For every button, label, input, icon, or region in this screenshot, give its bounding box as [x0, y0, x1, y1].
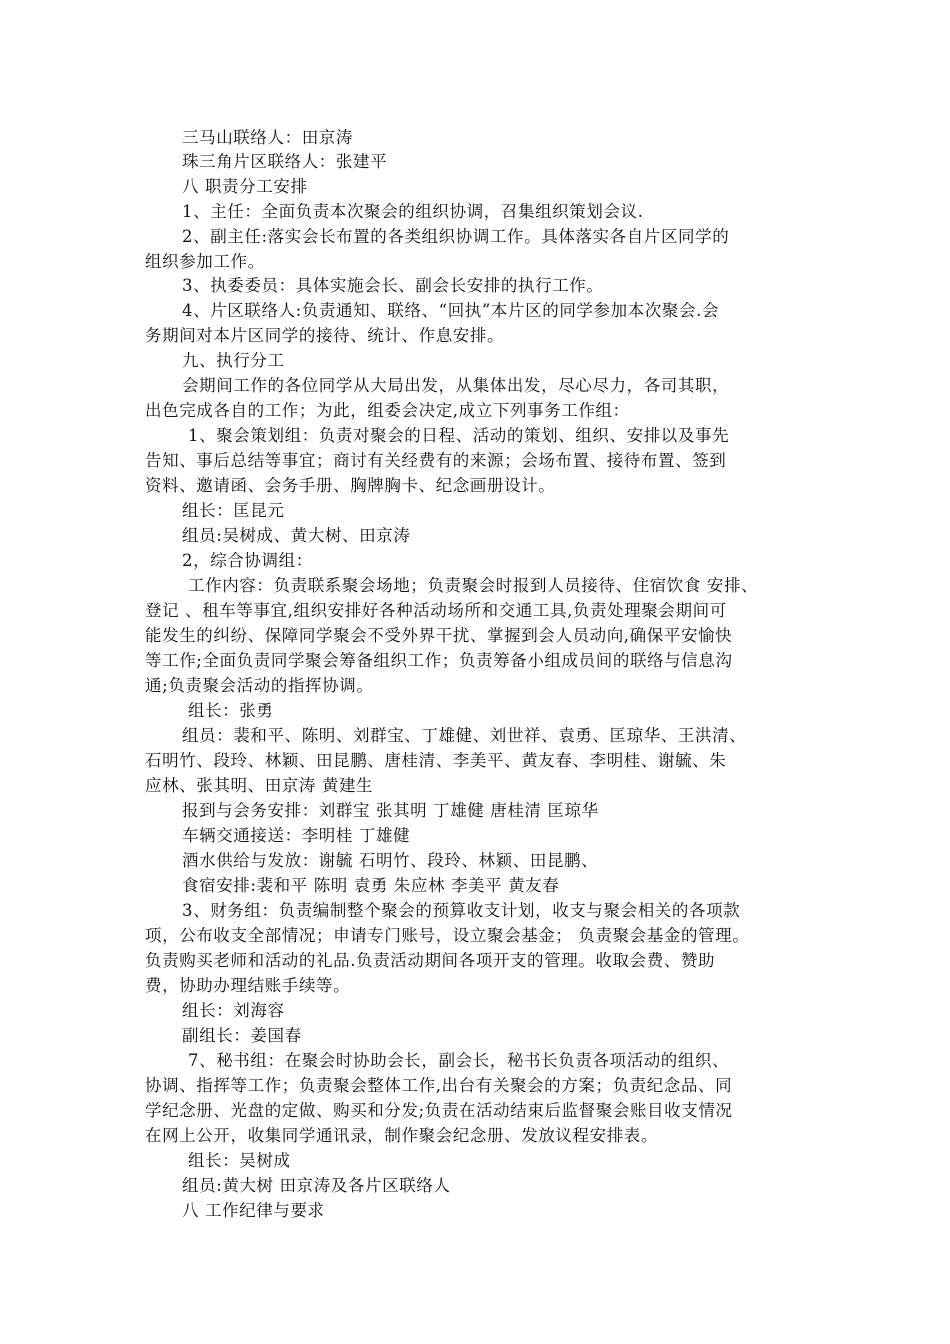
text-line: 4、片区联络人:负责通知、联络、“回执”本片区的同学参加本次聚会.会: [182, 301, 720, 320]
text-line: 能发生的纠纷、保障同学聚会不受外界干扰、掌握到会人员动向,确保平安愉快: [145, 626, 733, 645]
text-line: 2，综合协调组：: [182, 551, 313, 570]
text-line: 组织参加工作。: [145, 252, 265, 271]
text-line: 应林、张其明、田京涛 黄建生: [145, 776, 374, 795]
text-line: 1、聚会策划组：负责对聚会的日程、活动的策划、组织、安排以及事先: [188, 426, 730, 445]
text-line: 组员:吴树成、黄大树、田京涛: [182, 526, 411, 545]
text-line: 车辆交通接送：李明桂 丁雄健: [182, 826, 411, 845]
text-line: 组长：刘海容: [182, 1001, 285, 1020]
text-line: 2、副主任:落实会长布置的各类组织协调工作。具体落实各自片区同学的: [182, 227, 730, 246]
text-line: 7、秘书组：在聚会时协助会长，副会长，秘书长负责各项活动的组织、: [188, 1051, 730, 1070]
text-line: 组长：匡昆元: [182, 501, 285, 520]
text-line: 石明竹、段玲、林颖、田昆鹏、唐桂清、李美平、黄友春、李明桂、谢毓、朱: [145, 751, 727, 770]
section-heading: 八 职责分工安排: [182, 177, 308, 196]
text-line: 1、主任：全面负责本次聚会的组织协调，召集组织策划会议.: [182, 202, 644, 221]
text-line: 会期间工作的各位同学从大局出发，从集体出发，尽心尽力，各司其职，: [182, 376, 730, 395]
text-line: 副组长：姜国春: [182, 1026, 302, 1045]
text-line: 3、执委委员：具体实施会长、副会长安排的执行工作。: [182, 276, 604, 295]
text-line: 协调、指挥等工作；负责聚会整体工作,出台有关聚会的方案；负责纪念品、同: [145, 1076, 733, 1095]
text-line: 学纪念册、光盘的定做、购买和分发;负责在活动结束后监督聚会账目收支情况: [145, 1101, 733, 1120]
text-line: 酒水供给与发放：谢毓 石明竹、段玲、林颖、田昆鹏、: [182, 851, 599, 870]
text-line: 出色完成各自的工作；为此，组委会决定,成立下列事务工作组：: [145, 401, 630, 420]
text-line: 登记 、租车等事宜,组织安排好各种活动场所和交通工具,负责处理聚会期间可: [145, 601, 727, 620]
text-line: 等工作;全面负责同学聚会筹备组织工作；负责筹备小组成员间的联络与信息沟: [145, 651, 733, 670]
text-line: 资料、邀请函、会务手册、胸牌胸卡、纪念画册设计。: [145, 476, 556, 495]
text-line: 组员：裴和平、陈明、刘群宝、丁雄健、刘世祥、袁勇、匡琼华、王洪清、: [182, 726, 747, 745]
text-line: 费，协助办理结账手续等。: [145, 976, 351, 995]
text-line: 组长：吴树成: [188, 1151, 291, 1170]
text-line: 通;负责聚会活动的指挥协调。: [145, 676, 374, 695]
section-heading: 八 工作纪律与要求: [182, 1201, 325, 1220]
text-line: 告知、事后总结等事宜；商讨有关经费有的来源；会场布置、接待布置、签到: [145, 451, 727, 470]
text-line: 食宿安排:裴和平 陈明 袁勇 朱应林 李美平 黄友春: [182, 876, 560, 895]
text-line: 3、财务组：负责编制整个聚会的预算收支计划，收支与聚会相关的各项款: [182, 901, 741, 920]
text-line: 在网上公开，收集同学通讯录，制作聚会纪念册、发放议程安排表。: [145, 1126, 658, 1145]
text-line: 珠三角片区联络人：张建平: [182, 152, 388, 171]
text-line: 工作内容：负责联系聚会场地；负责聚会时报到人员接待、住宿饮食 安排、: [188, 576, 759, 595]
text-line: 三马山联络人：田京涛: [182, 128, 353, 147]
text-line: 报到与会务安排：刘群宝 张其明 丁雄健 唐桂清 匡琼华: [182, 801, 599, 820]
text-line: 组员:黄大树 田京涛及各片区联络人: [182, 1176, 451, 1195]
section-heading: 九、执行分工: [182, 351, 285, 370]
text-line: 务期间对本片区同学的接待、统计、作息安排。: [145, 326, 505, 345]
text-line: 负责购买老师和活动的礼品.负责活动期间各项开支的管理。收取会费、赞助: [145, 951, 716, 970]
text-line: 项，公布收支全部情况；申请专门账号，设立聚会基金； 负责聚会基金的管理。: [145, 926, 750, 945]
text-line: 组长：张勇: [188, 701, 274, 720]
